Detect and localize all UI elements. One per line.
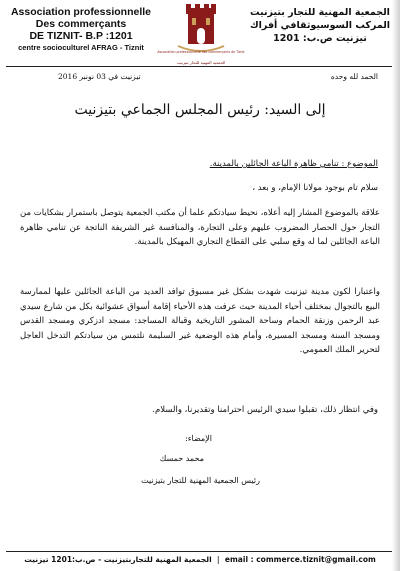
footer-address: الجمعية المهنية للتجاربتيزنيت - ص.ب:1201 تيزنيت: [24, 555, 212, 564]
letter-closing: وفي انتظار ذلك، تقبلوا سيدي الرئيس احترامنا وتقديرنا، والسلام.: [152, 405, 378, 415]
header-french: [6, 6, 156, 53]
recipient-title: إلى السيد: رئيس المجلس الجماعي بتيزنيت: [74, 102, 326, 118]
letter-subject: الموضوع : تنامي ظاهرة الباعة الجائلين بالمدينة.: [209, 159, 378, 169]
header-fr-line4: centre socioculturel AFRAG - Tiznit: [18, 43, 144, 52]
letter-greeting: سلام تام بوجود مولانا الإمام، و بعد ،: [252, 183, 378, 193]
footer-email[interactable]: email : commerce.tiznit@gmail.com: [224, 555, 376, 564]
body-paragraph-1: علاقة بالموضوع المشار إليه أعلاه، نحيط سيادتكم علما أن مكتب الجمعية يتوصل باستمرار بشكايات من التجار حول الحصار المضروب عليهم وعلى التجارة، والمنافسة غير الشريفة الناتجة عن تنامي ظاهرة الباعة الجائلين لما له وقع سلبي على القطاع التجاري المهيكل بالمدينة.: [20, 208, 380, 247]
header-fr-line2: Des commerçants: [35, 18, 127, 30]
footer: الجمعية المهنية للتجاربتيزنيت - ص.ب:1201 تيزنيت | email : commerce.tiznit@gmail.com: [24, 555, 376, 564]
signature-label: الإمضاء:: [185, 434, 212, 443]
header-divider: [6, 66, 394, 67]
signer-title: رئيس الجمعية المهنية للتجار بتيزنيت: [141, 476, 260, 485]
header-ar-line2: المركب السوسيوثقافي أفراك: [249, 20, 391, 31]
body-paragraph-2: واعتبارا لكون مدينة تيزنيت شهدت بشكل غير مسبوق توافد العديد من الباعة الجائلين عليها لممارسة البيع بالتجوال بمختلف أحياء المدينة حيث عرفت هذه الأحياء إقامة أسواق عشوائية بكل من شارع سيدي عبد الرحمن وزنقة الحمام وساحة المشور التاريخية وقبالة المساجد: مسجد ادزكري ومسجد القدس ومسجد السنة ومسجد المسيرة، وأمام هذه الوضعية غير السليمة نلتمس من سيادتكم التدخل العاجل لتحرير الملك العمومي.: [20, 287, 380, 355]
logo-caption-top: Association professionnelle des commerçants de Tiznit: [157, 50, 245, 54]
letter-date: تيزنيت في 03 نونبر 2016: [58, 72, 141, 81]
signer-name: محمد حمسك: [159, 454, 204, 463]
header-ar-line3: تيزنيت ص.ب: 1201: [273, 33, 367, 44]
header-ar-line1: الجمعية المهنية للتجار بتيزنيت: [250, 7, 390, 18]
association-logo-icon: [157, 4, 245, 60]
basmala: الحمد لله وحده: [330, 72, 378, 81]
header-arabic: [246, 6, 394, 45]
logo-caption-bottom: الجمعية المهنية للتجار بتيزنيت: [176, 60, 226, 65]
header-fr-line3: DE TIZNIT- B.P :1201: [29, 30, 133, 42]
header-fr-line1: Association professionnelle: [10, 6, 152, 18]
page-edge-shadow: [392, 0, 400, 571]
footer-divider: [6, 551, 394, 552]
